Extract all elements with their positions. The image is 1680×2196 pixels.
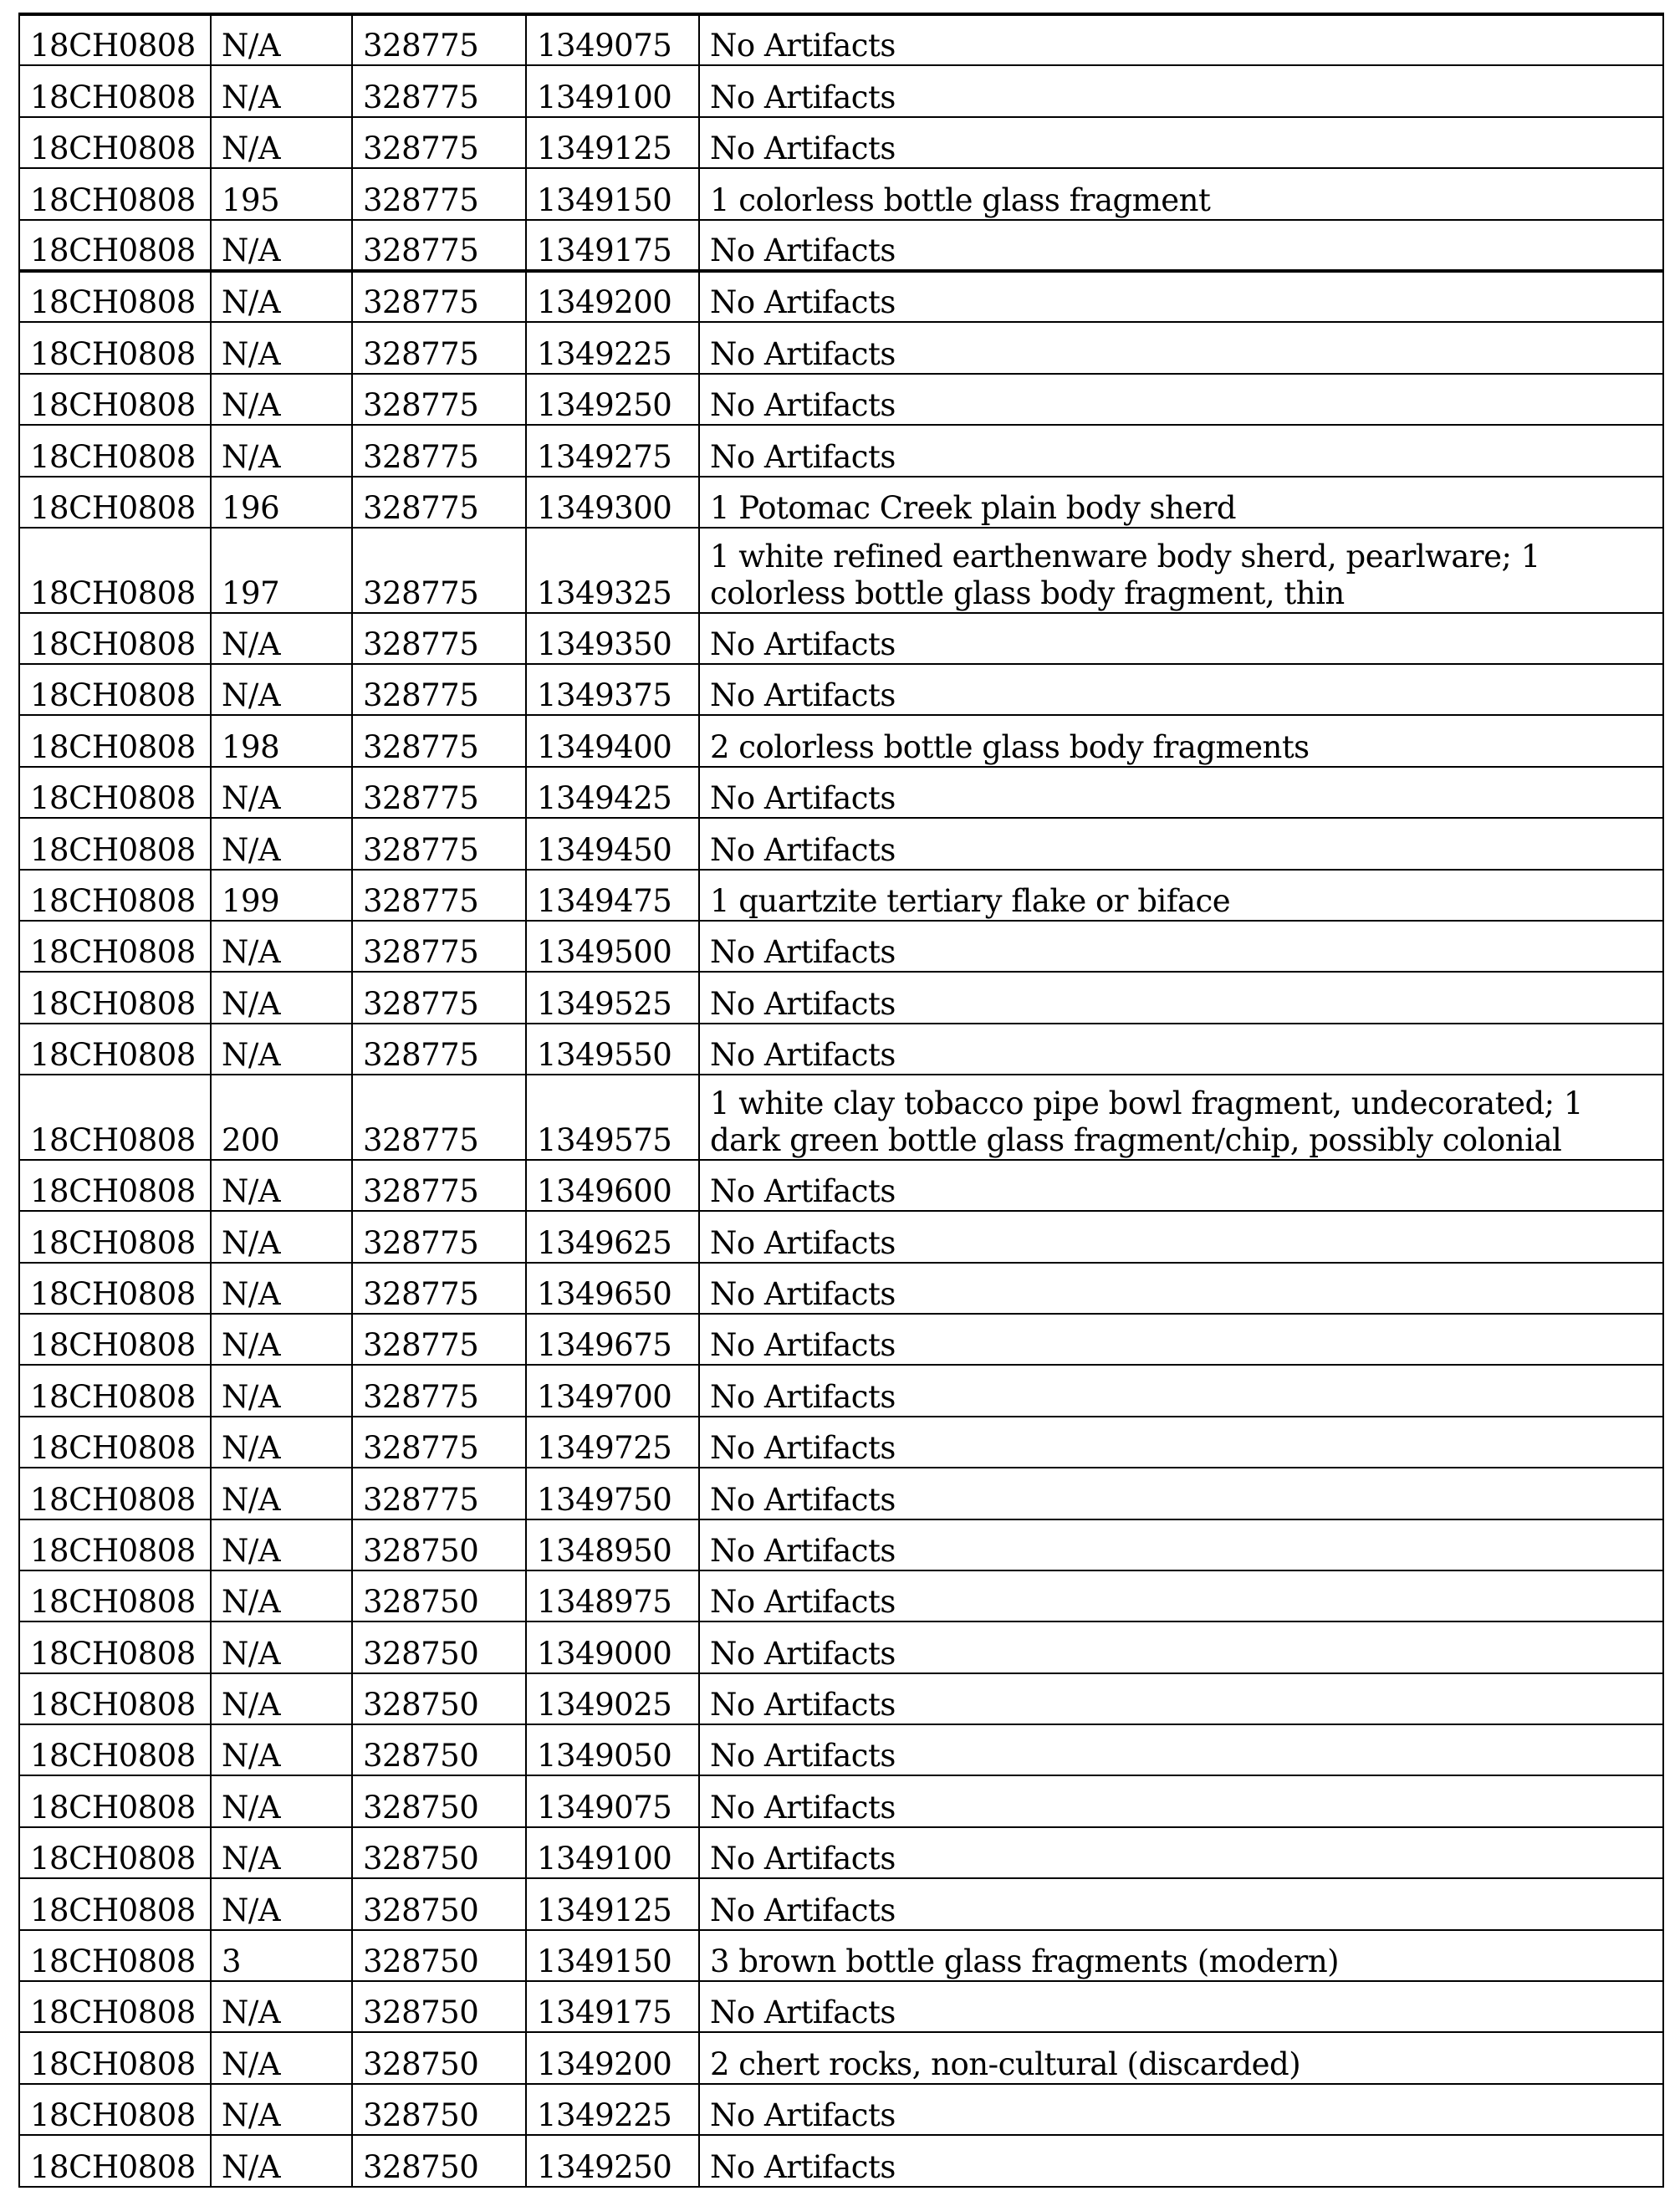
northing-cell: 328775 bbox=[352, 528, 526, 613]
northing-cell: 328775 bbox=[352, 14, 526, 65]
northing-cell: 328775 bbox=[352, 322, 526, 373]
northing-cell: 328775 bbox=[352, 1314, 526, 1365]
easting-cell: 1349425 bbox=[526, 767, 699, 818]
easting-cell: 1348975 bbox=[526, 1570, 699, 1621]
catalog-number-cell: N/A bbox=[211, 921, 352, 972]
site-number-cell: 18CH0808 bbox=[19, 1724, 211, 1775]
table-row bbox=[19, 374, 1663, 425]
artifact-description-cell: 2 colorless bottle glass body fragments bbox=[699, 715, 1663, 766]
table-row bbox=[19, 1621, 1663, 1673]
site-number-cell: 18CH0808 bbox=[19, 1981, 211, 2032]
table-row bbox=[19, 1519, 1663, 1570]
northing-cell: 328775 bbox=[352, 477, 526, 528]
artifact-description-cell: No Artifacts bbox=[699, 374, 1663, 425]
catalog-number-cell: N/A bbox=[211, 818, 352, 869]
catalog-number-cell: N/A bbox=[211, 2135, 352, 2186]
catalog-number-cell: N/A bbox=[211, 1263, 352, 1314]
easting-cell: 1349100 bbox=[526, 65, 699, 116]
catalog-number-cell: N/A bbox=[211, 65, 352, 116]
site-number-cell: 18CH0808 bbox=[19, 322, 211, 373]
artifact-description-cell: No Artifacts bbox=[699, 1724, 1663, 1775]
northing-cell: 328750 bbox=[352, 1673, 526, 1724]
site-number-cell: 18CH0808 bbox=[19, 1775, 211, 1826]
site-number-cell: 18CH0808 bbox=[19, 1211, 211, 1262]
northing-cell: 328775 bbox=[352, 117, 526, 168]
artifact-description-cell: No Artifacts bbox=[699, 1775, 1663, 1826]
easting-cell: 1349725 bbox=[526, 1417, 699, 1468]
table-row bbox=[19, 2032, 1663, 2083]
northing-cell: 328775 bbox=[352, 1075, 526, 1160]
easting-cell: 1349075 bbox=[526, 14, 699, 65]
table-row bbox=[19, 1365, 1663, 1416]
table-row bbox=[19, 1314, 1663, 1365]
artifact-description-cell: No Artifacts bbox=[699, 1263, 1663, 1314]
catalog-number-cell: N/A bbox=[211, 1570, 352, 1621]
northing-cell: 328750 bbox=[352, 2135, 526, 2186]
northing-cell: 328750 bbox=[352, 1775, 526, 1826]
northing-cell: 328750 bbox=[352, 1981, 526, 2032]
northing-cell: 328750 bbox=[352, 1827, 526, 1878]
northing-cell: 328775 bbox=[352, 271, 526, 322]
table-row bbox=[19, 477, 1663, 528]
catalog-number-cell: N/A bbox=[211, 767, 352, 818]
table-row bbox=[19, 1468, 1663, 1519]
artifact-description-cell: 1 white clay tobacco pipe bowl fragment, undecorated; 1 dark green bottle glass fragment/chip, possibly colonial bbox=[699, 1075, 1663, 1160]
northing-cell: 328750 bbox=[352, 1519, 526, 1570]
easting-cell: 1349125 bbox=[526, 1878, 699, 1929]
northing-cell: 328775 bbox=[352, 374, 526, 425]
table-row bbox=[19, 972, 1663, 1023]
artifact-description-cell: No Artifacts bbox=[699, 1417, 1663, 1468]
easting-cell: 1349600 bbox=[526, 1160, 699, 1211]
catalog-number-cell: N/A bbox=[211, 14, 352, 65]
table-row bbox=[19, 1075, 1663, 1160]
artifact-description-cell: No Artifacts bbox=[699, 1827, 1663, 1878]
easting-cell: 1349200 bbox=[526, 271, 699, 322]
easting-cell: 1349500 bbox=[526, 921, 699, 972]
northing-cell: 328750 bbox=[352, 2032, 526, 2083]
easting-cell: 1349275 bbox=[526, 425, 699, 476]
northing-cell: 328775 bbox=[352, 1211, 526, 1262]
northing-cell: 328775 bbox=[352, 220, 526, 271]
artifact-description-cell: No Artifacts bbox=[699, 1024, 1663, 1075]
easting-cell: 1349325 bbox=[526, 528, 699, 613]
site-number-cell: 18CH0808 bbox=[19, 2135, 211, 2186]
table-row bbox=[19, 1827, 1663, 1878]
catalog-number-cell: N/A bbox=[211, 613, 352, 664]
easting-cell: 1349025 bbox=[526, 1673, 699, 1724]
site-number-cell: 18CH0808 bbox=[19, 271, 211, 322]
catalog-number-cell: N/A bbox=[211, 1417, 352, 1468]
artifact-description-cell: No Artifacts bbox=[699, 1673, 1663, 1724]
catalog-number-cell: N/A bbox=[211, 1878, 352, 1929]
catalog-number-cell: N/A bbox=[211, 1365, 352, 1416]
artifact-description-cell: No Artifacts bbox=[699, 220, 1663, 271]
catalog-number-cell: N/A bbox=[211, 322, 352, 373]
artifact-description-cell: 1 quartzite tertiary flake or biface bbox=[699, 870, 1663, 921]
table-row bbox=[19, 870, 1663, 921]
easting-cell: 1349550 bbox=[526, 1024, 699, 1075]
catalog-number-cell: N/A bbox=[211, 1468, 352, 1519]
table-row bbox=[19, 220, 1663, 271]
artifact-description-cell: No Artifacts bbox=[699, 271, 1663, 322]
catalog-number-cell: N/A bbox=[211, 664, 352, 715]
artifact-description-cell: No Artifacts bbox=[699, 1519, 1663, 1570]
easting-cell: 1349150 bbox=[526, 1930, 699, 1981]
northing-cell: 328750 bbox=[352, 1878, 526, 1929]
site-number-cell: 18CH0808 bbox=[19, 1468, 211, 1519]
northing-cell: 328775 bbox=[352, 425, 526, 476]
table-row bbox=[19, 271, 1663, 322]
easting-cell: 1349650 bbox=[526, 1263, 699, 1314]
northing-cell: 328775 bbox=[352, 715, 526, 766]
site-number-cell: 18CH0808 bbox=[19, 1570, 211, 1621]
catalog-number-cell: N/A bbox=[211, 117, 352, 168]
artifact-description-cell: No Artifacts bbox=[699, 1365, 1663, 1416]
site-number-cell: 18CH0808 bbox=[19, 1024, 211, 1075]
table-row bbox=[19, 767, 1663, 818]
northing-cell: 328775 bbox=[352, 613, 526, 664]
catalog-number-cell: N/A bbox=[211, 271, 352, 322]
easting-cell: 1349100 bbox=[526, 1827, 699, 1878]
table-row bbox=[19, 168, 1663, 219]
catalog-number-cell: N/A bbox=[211, 1621, 352, 1673]
easting-cell: 1349575 bbox=[526, 1075, 699, 1160]
northing-cell: 328775 bbox=[352, 818, 526, 869]
site-number-cell: 18CH0808 bbox=[19, 1673, 211, 1724]
northing-cell: 328750 bbox=[352, 1570, 526, 1621]
artifact-description-cell: No Artifacts bbox=[699, 2084, 1663, 2135]
site-number-cell: 18CH0808 bbox=[19, 1314, 211, 1365]
easting-cell: 1349450 bbox=[526, 818, 699, 869]
catalog-number-cell: 198 bbox=[211, 715, 352, 766]
table-row bbox=[19, 2135, 1663, 2186]
site-number-cell: 18CH0808 bbox=[19, 1930, 211, 1981]
catalog-number-cell: N/A bbox=[211, 1211, 352, 1262]
catalog-number-cell: 199 bbox=[211, 870, 352, 921]
catalog-number-cell: 195 bbox=[211, 168, 352, 219]
artifact-description-cell: No Artifacts bbox=[699, 767, 1663, 818]
artifact-description-cell: No Artifacts bbox=[699, 14, 1663, 65]
catalog-number-cell: 196 bbox=[211, 477, 352, 528]
site-number-cell: 18CH0808 bbox=[19, 1160, 211, 1211]
table-row bbox=[19, 528, 1663, 613]
artifact-description-cell: No Artifacts bbox=[699, 425, 1663, 476]
site-number-cell: 18CH0808 bbox=[19, 374, 211, 425]
site-number-cell: 18CH0808 bbox=[19, 117, 211, 168]
easting-cell: 1349200 bbox=[526, 2032, 699, 2083]
easting-cell: 1349175 bbox=[526, 220, 699, 271]
catalog-number-cell: 200 bbox=[211, 1075, 352, 1160]
easting-cell: 1349175 bbox=[526, 1981, 699, 2032]
table-row bbox=[19, 1724, 1663, 1775]
table-row bbox=[19, 921, 1663, 972]
easting-cell: 1349225 bbox=[526, 2084, 699, 2135]
catalog-number-cell: N/A bbox=[211, 1519, 352, 1570]
artifact-description-cell: 1 Potomac Creek plain body sherd bbox=[699, 477, 1663, 528]
easting-cell: 1349250 bbox=[526, 2135, 699, 2186]
northing-cell: 328775 bbox=[352, 767, 526, 818]
artifact-description-cell: No Artifacts bbox=[699, 1468, 1663, 1519]
northing-cell: 328775 bbox=[352, 664, 526, 715]
site-number-cell: 18CH0808 bbox=[19, 972, 211, 1023]
artifact-description-cell: No Artifacts bbox=[699, 2135, 1663, 2186]
site-number-cell: 18CH0808 bbox=[19, 664, 211, 715]
northing-cell: 328775 bbox=[352, 1263, 526, 1314]
catalog-number-cell: N/A bbox=[211, 1724, 352, 1775]
table-row bbox=[19, 65, 1663, 116]
table-row bbox=[19, 715, 1663, 766]
table-row bbox=[19, 322, 1663, 373]
artifact-description-cell: No Artifacts bbox=[699, 921, 1663, 972]
site-number-cell: 18CH0808 bbox=[19, 1417, 211, 1468]
site-number-cell: 18CH0808 bbox=[19, 14, 211, 65]
table-row bbox=[19, 1570, 1663, 1621]
easting-cell: 1349225 bbox=[526, 322, 699, 373]
site-number-cell: 18CH0808 bbox=[19, 1621, 211, 1673]
table-row bbox=[19, 818, 1663, 869]
artifact-table-body bbox=[19, 14, 1663, 2187]
site-number-cell: 18CH0808 bbox=[19, 477, 211, 528]
table-row bbox=[19, 2084, 1663, 2135]
artifact-description-cell: No Artifacts bbox=[699, 1878, 1663, 1929]
table-row bbox=[19, 1263, 1663, 1314]
artifact-description-cell: No Artifacts bbox=[699, 818, 1663, 869]
catalog-number-cell: N/A bbox=[211, 1160, 352, 1211]
easting-cell: 1349075 bbox=[526, 1775, 699, 1826]
northing-cell: 328775 bbox=[352, 921, 526, 972]
catalog-number-cell: N/A bbox=[211, 220, 352, 271]
easting-cell: 1349250 bbox=[526, 374, 699, 425]
catalog-number-cell: N/A bbox=[211, 2084, 352, 2135]
northing-cell: 328750 bbox=[352, 2084, 526, 2135]
northing-cell: 328775 bbox=[352, 1024, 526, 1075]
easting-cell: 1349000 bbox=[526, 1621, 699, 1673]
northing-cell: 328775 bbox=[352, 1365, 526, 1416]
site-number-cell: 18CH0808 bbox=[19, 767, 211, 818]
site-number-cell: 18CH0808 bbox=[19, 1519, 211, 1570]
catalog-number-cell: 197 bbox=[211, 528, 352, 613]
artifact-description-cell: No Artifacts bbox=[699, 1621, 1663, 1673]
easting-cell: 1349400 bbox=[526, 715, 699, 766]
northing-cell: 328775 bbox=[352, 1417, 526, 1468]
site-number-cell: 18CH0808 bbox=[19, 613, 211, 664]
site-number-cell: 18CH0808 bbox=[19, 65, 211, 116]
site-number-cell: 18CH0808 bbox=[19, 1365, 211, 1416]
artifact-description-cell: 3 brown bottle glass fragments (modern) bbox=[699, 1930, 1663, 1981]
easting-cell: 1349750 bbox=[526, 1468, 699, 1519]
site-number-cell: 18CH0808 bbox=[19, 1827, 211, 1878]
table-row bbox=[19, 117, 1663, 168]
catalog-number-cell: N/A bbox=[211, 1981, 352, 2032]
northing-cell: 328750 bbox=[352, 1621, 526, 1673]
northing-cell: 328775 bbox=[352, 1468, 526, 1519]
catalog-number-cell: N/A bbox=[211, 425, 352, 476]
artifact-table bbox=[18, 13, 1664, 2188]
table-row bbox=[19, 1160, 1663, 1211]
easting-cell: 1349525 bbox=[526, 972, 699, 1023]
northing-cell: 328775 bbox=[352, 65, 526, 116]
artifact-description-cell: No Artifacts bbox=[699, 1570, 1663, 1621]
site-number-cell: 18CH0808 bbox=[19, 818, 211, 869]
table-row bbox=[19, 1417, 1663, 1468]
northing-cell: 328750 bbox=[352, 1724, 526, 1775]
easting-cell: 1349625 bbox=[526, 1211, 699, 1262]
artifact-description-cell: No Artifacts bbox=[699, 1211, 1663, 1262]
catalog-number-cell: 3 bbox=[211, 1930, 352, 1981]
easting-cell: 1349475 bbox=[526, 870, 699, 921]
site-number-cell: 18CH0808 bbox=[19, 168, 211, 219]
catalog-number-cell: N/A bbox=[211, 1775, 352, 1826]
northing-cell: 328750 bbox=[352, 1930, 526, 1981]
site-number-cell: 18CH0808 bbox=[19, 220, 211, 271]
table-row bbox=[19, 1930, 1663, 1981]
easting-cell: 1349375 bbox=[526, 664, 699, 715]
site-number-cell: 18CH0808 bbox=[19, 2032, 211, 2083]
artifact-description-cell: No Artifacts bbox=[699, 65, 1663, 116]
catalog-number-cell: N/A bbox=[211, 374, 352, 425]
catalog-number-cell: N/A bbox=[211, 972, 352, 1023]
artifact-description-cell: 2 chert rocks, non-cultural (discarded) bbox=[699, 2032, 1663, 2083]
artifact-description-cell: No Artifacts bbox=[699, 972, 1663, 1023]
easting-cell: 1349300 bbox=[526, 477, 699, 528]
table-row bbox=[19, 425, 1663, 476]
table-row bbox=[19, 1211, 1663, 1262]
site-number-cell: 18CH0808 bbox=[19, 1075, 211, 1160]
catalog-number-cell: N/A bbox=[211, 1673, 352, 1724]
table-row bbox=[19, 1878, 1663, 1929]
artifact-description-cell: No Artifacts bbox=[699, 1314, 1663, 1365]
site-number-cell: 18CH0808 bbox=[19, 870, 211, 921]
catalog-number-cell: N/A bbox=[211, 1827, 352, 1878]
site-number-cell: 18CH0808 bbox=[19, 715, 211, 766]
northing-cell: 328775 bbox=[352, 168, 526, 219]
artifact-description-cell: No Artifacts bbox=[699, 117, 1663, 168]
site-number-cell: 18CH0808 bbox=[19, 425, 211, 476]
table-row bbox=[19, 1024, 1663, 1075]
table-row bbox=[19, 1673, 1663, 1724]
artifact-description-cell: 1 colorless bottle glass fragment bbox=[699, 168, 1663, 219]
easting-cell: 1349050 bbox=[526, 1724, 699, 1775]
easting-cell: 1349150 bbox=[526, 168, 699, 219]
site-number-cell: 18CH0808 bbox=[19, 921, 211, 972]
easting-cell: 1349675 bbox=[526, 1314, 699, 1365]
northing-cell: 328775 bbox=[352, 870, 526, 921]
artifact-description-cell: No Artifacts bbox=[699, 1981, 1663, 2032]
site-number-cell: 18CH0808 bbox=[19, 1263, 211, 1314]
catalog-number-cell: N/A bbox=[211, 1024, 352, 1075]
site-number-cell: 18CH0808 bbox=[19, 528, 211, 613]
site-number-cell: 18CH0808 bbox=[19, 2084, 211, 2135]
table-row bbox=[19, 14, 1663, 65]
easting-cell: 1349700 bbox=[526, 1365, 699, 1416]
artifact-description-cell: No Artifacts bbox=[699, 613, 1663, 664]
northing-cell: 328775 bbox=[352, 972, 526, 1023]
easting-cell: 1348950 bbox=[526, 1519, 699, 1570]
site-number-cell: 18CH0808 bbox=[19, 1878, 211, 1929]
catalog-number-cell: N/A bbox=[211, 2032, 352, 2083]
artifact-description-cell: 1 white refined earthenware body sherd, pearlware; 1 colorless bottle glass body fragment, thin bbox=[699, 528, 1663, 613]
easting-cell: 1349350 bbox=[526, 613, 699, 664]
artifact-description-cell: No Artifacts bbox=[699, 664, 1663, 715]
catalog-number-cell: N/A bbox=[211, 1314, 352, 1365]
table-row bbox=[19, 613, 1663, 664]
table-row bbox=[19, 664, 1663, 715]
easting-cell: 1349125 bbox=[526, 117, 699, 168]
artifact-description-cell: No Artifacts bbox=[699, 322, 1663, 373]
table-row bbox=[19, 1981, 1663, 2032]
table-row bbox=[19, 1775, 1663, 1826]
artifact-description-cell: No Artifacts bbox=[699, 1160, 1663, 1211]
northing-cell: 328775 bbox=[352, 1160, 526, 1211]
